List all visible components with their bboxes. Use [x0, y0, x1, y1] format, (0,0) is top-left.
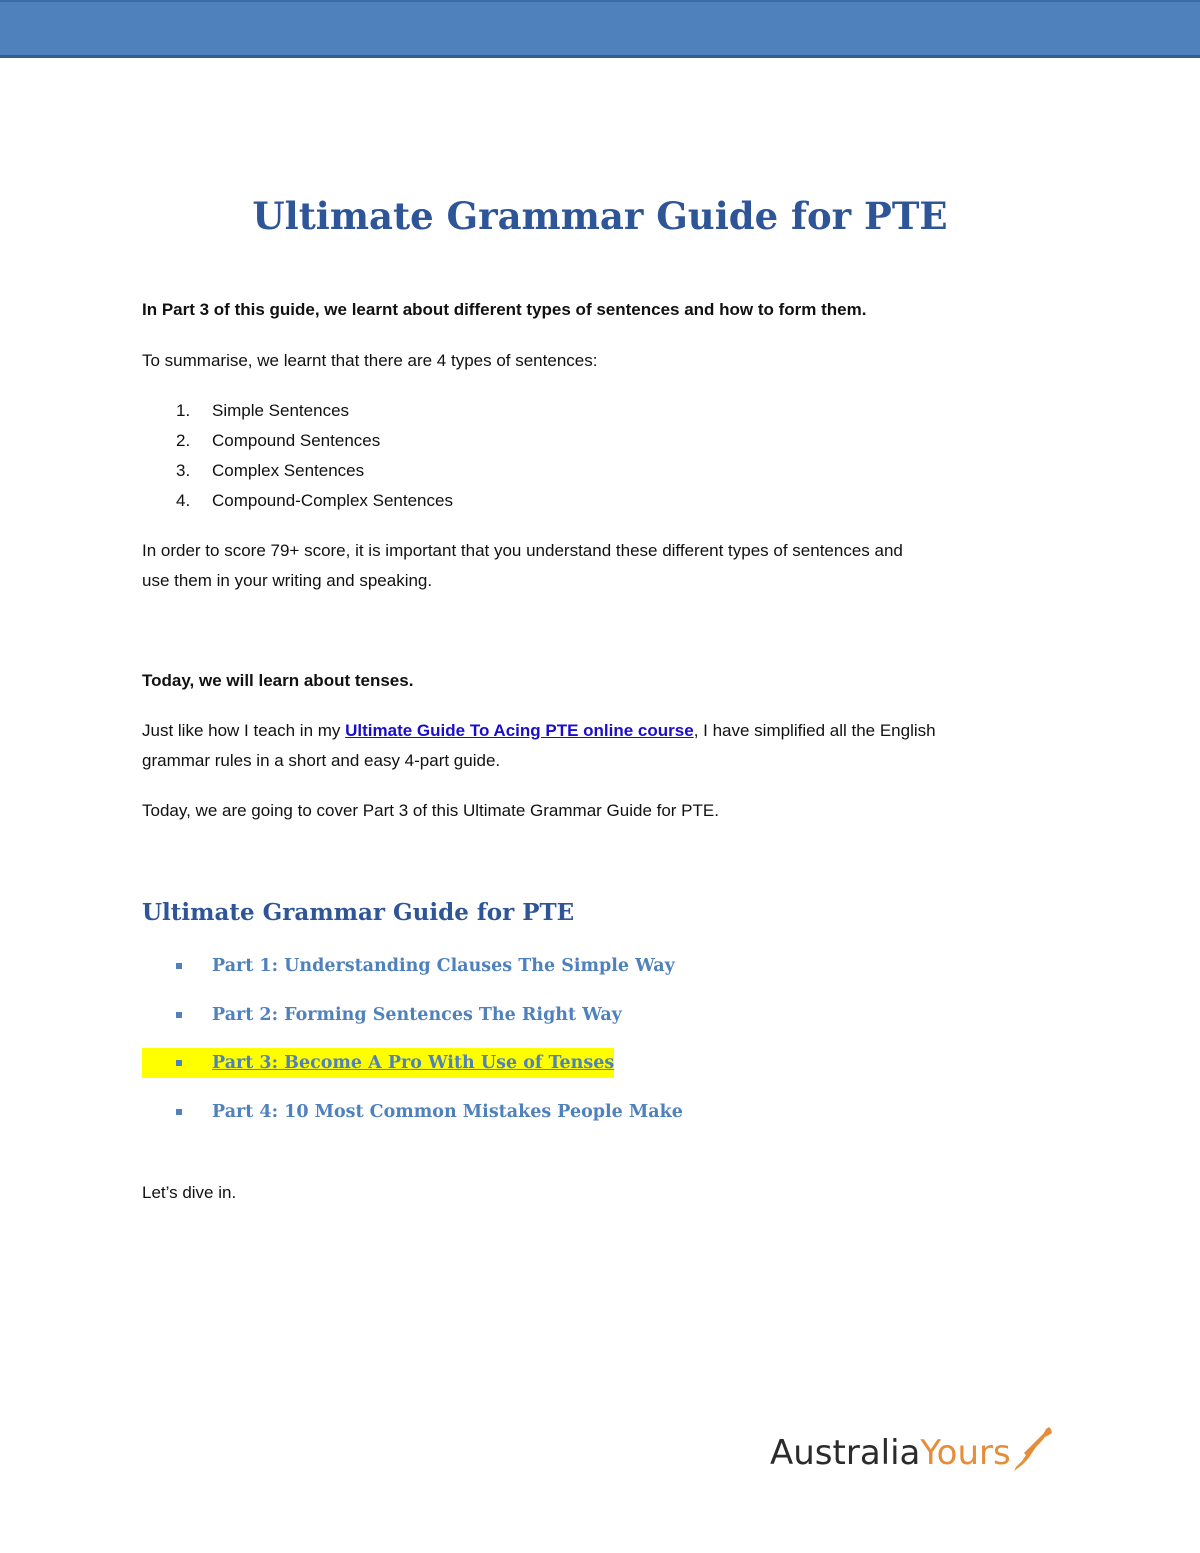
- highlight: [142, 1048, 614, 1078]
- australiayours-logo: [770, 1425, 1060, 1475]
- square-bullet-icon: [176, 1012, 182, 1018]
- guide-part-link[interactable]: Part 4: 10 Most Common Mistakes People Make: [212, 1102, 683, 1123]
- guide-part-item: [142, 1097, 683, 1146]
- guide-part-item-current: [142, 1048, 683, 1097]
- list-item: [142, 396, 453, 426]
- teach-paragraph: [142, 716, 936, 776]
- guide-parts-list: [142, 951, 683, 1146]
- guide-part-link[interactable]: Part 2: Forming Sentences The Right Way: [212, 1004, 622, 1025]
- page-title: Ultimate Grammar Guide for PTE: [252, 194, 948, 238]
- logo-text: [770, 1433, 1011, 1473]
- list-number: 4.: [176, 491, 191, 510]
- list-item: [142, 486, 453, 516]
- list-item-label: Compound Sentences: [212, 431, 381, 450]
- guide-part-link[interactable]: Part 1: Understanding Clauses The Simple Way: [212, 956, 675, 976]
- list-number: 2.: [176, 431, 191, 450]
- teach-prefix: Just like how I teach in my: [142, 721, 346, 740]
- score-paragraph-line-2: use them in your writing and speaking.: [142, 571, 433, 590]
- square-bullet-icon: [176, 1060, 182, 1066]
- sentence-types-list: [142, 396, 453, 516]
- header-band: [0, 0, 1200, 58]
- guide-part-link[interactable]: Part 3: Become A Pro With Use of Tenses: [212, 1053, 615, 1074]
- list-item: [142, 456, 453, 486]
- closing-paragraph: Let’s dive in.: [142, 1183, 237, 1202]
- today-heading: Today, we will learn about tenses.: [142, 671, 414, 690]
- list-number: 1.: [176, 401, 191, 420]
- course-link[interactable]: Ultimate Guide To Acing PTE online course: [345, 721, 694, 740]
- teach-line-2: grammar rules in a short and easy 4-part guide.: [142, 751, 501, 770]
- guide-subheading: Ultimate Grammar Guide for PTE: [142, 899, 575, 926]
- cover-paragraph: Today, we are going to cover Part 3 of this Ultimate Grammar Guide for PTE.: [142, 801, 719, 820]
- logo-text-part-1: Australia: [770, 1433, 921, 1473]
- score-paragraph-line-1: In order to score 79+ score, it is important that you understand these different types of sentences and: [142, 541, 903, 560]
- kangaroo-icon: [1008, 1425, 1056, 1473]
- list-number: 3.: [176, 461, 191, 480]
- guide-part-item: [142, 951, 683, 1000]
- square-bullet-icon: [176, 1109, 182, 1115]
- teach-suffix: , I have simplified all the English: [693, 721, 936, 740]
- summary-paragraph: To summarise, we learnt that there are 4 types of sentences:: [142, 351, 598, 370]
- score-paragraph: [142, 536, 903, 596]
- list-item-label: Simple Sentences: [212, 401, 350, 420]
- intro-paragraph: In Part 3 of this guide, we learnt about different types of sentences and how to form them.: [142, 300, 867, 319]
- square-bullet-icon: [176, 963, 182, 969]
- list-item-label: Compound-Complex Sentences: [212, 491, 453, 510]
- list-item: [142, 426, 453, 456]
- logo-text-part-2: Yours: [920, 1433, 1011, 1473]
- guide-part-item: [142, 1000, 683, 1049]
- list-item-label: Complex Sentences: [212, 461, 365, 480]
